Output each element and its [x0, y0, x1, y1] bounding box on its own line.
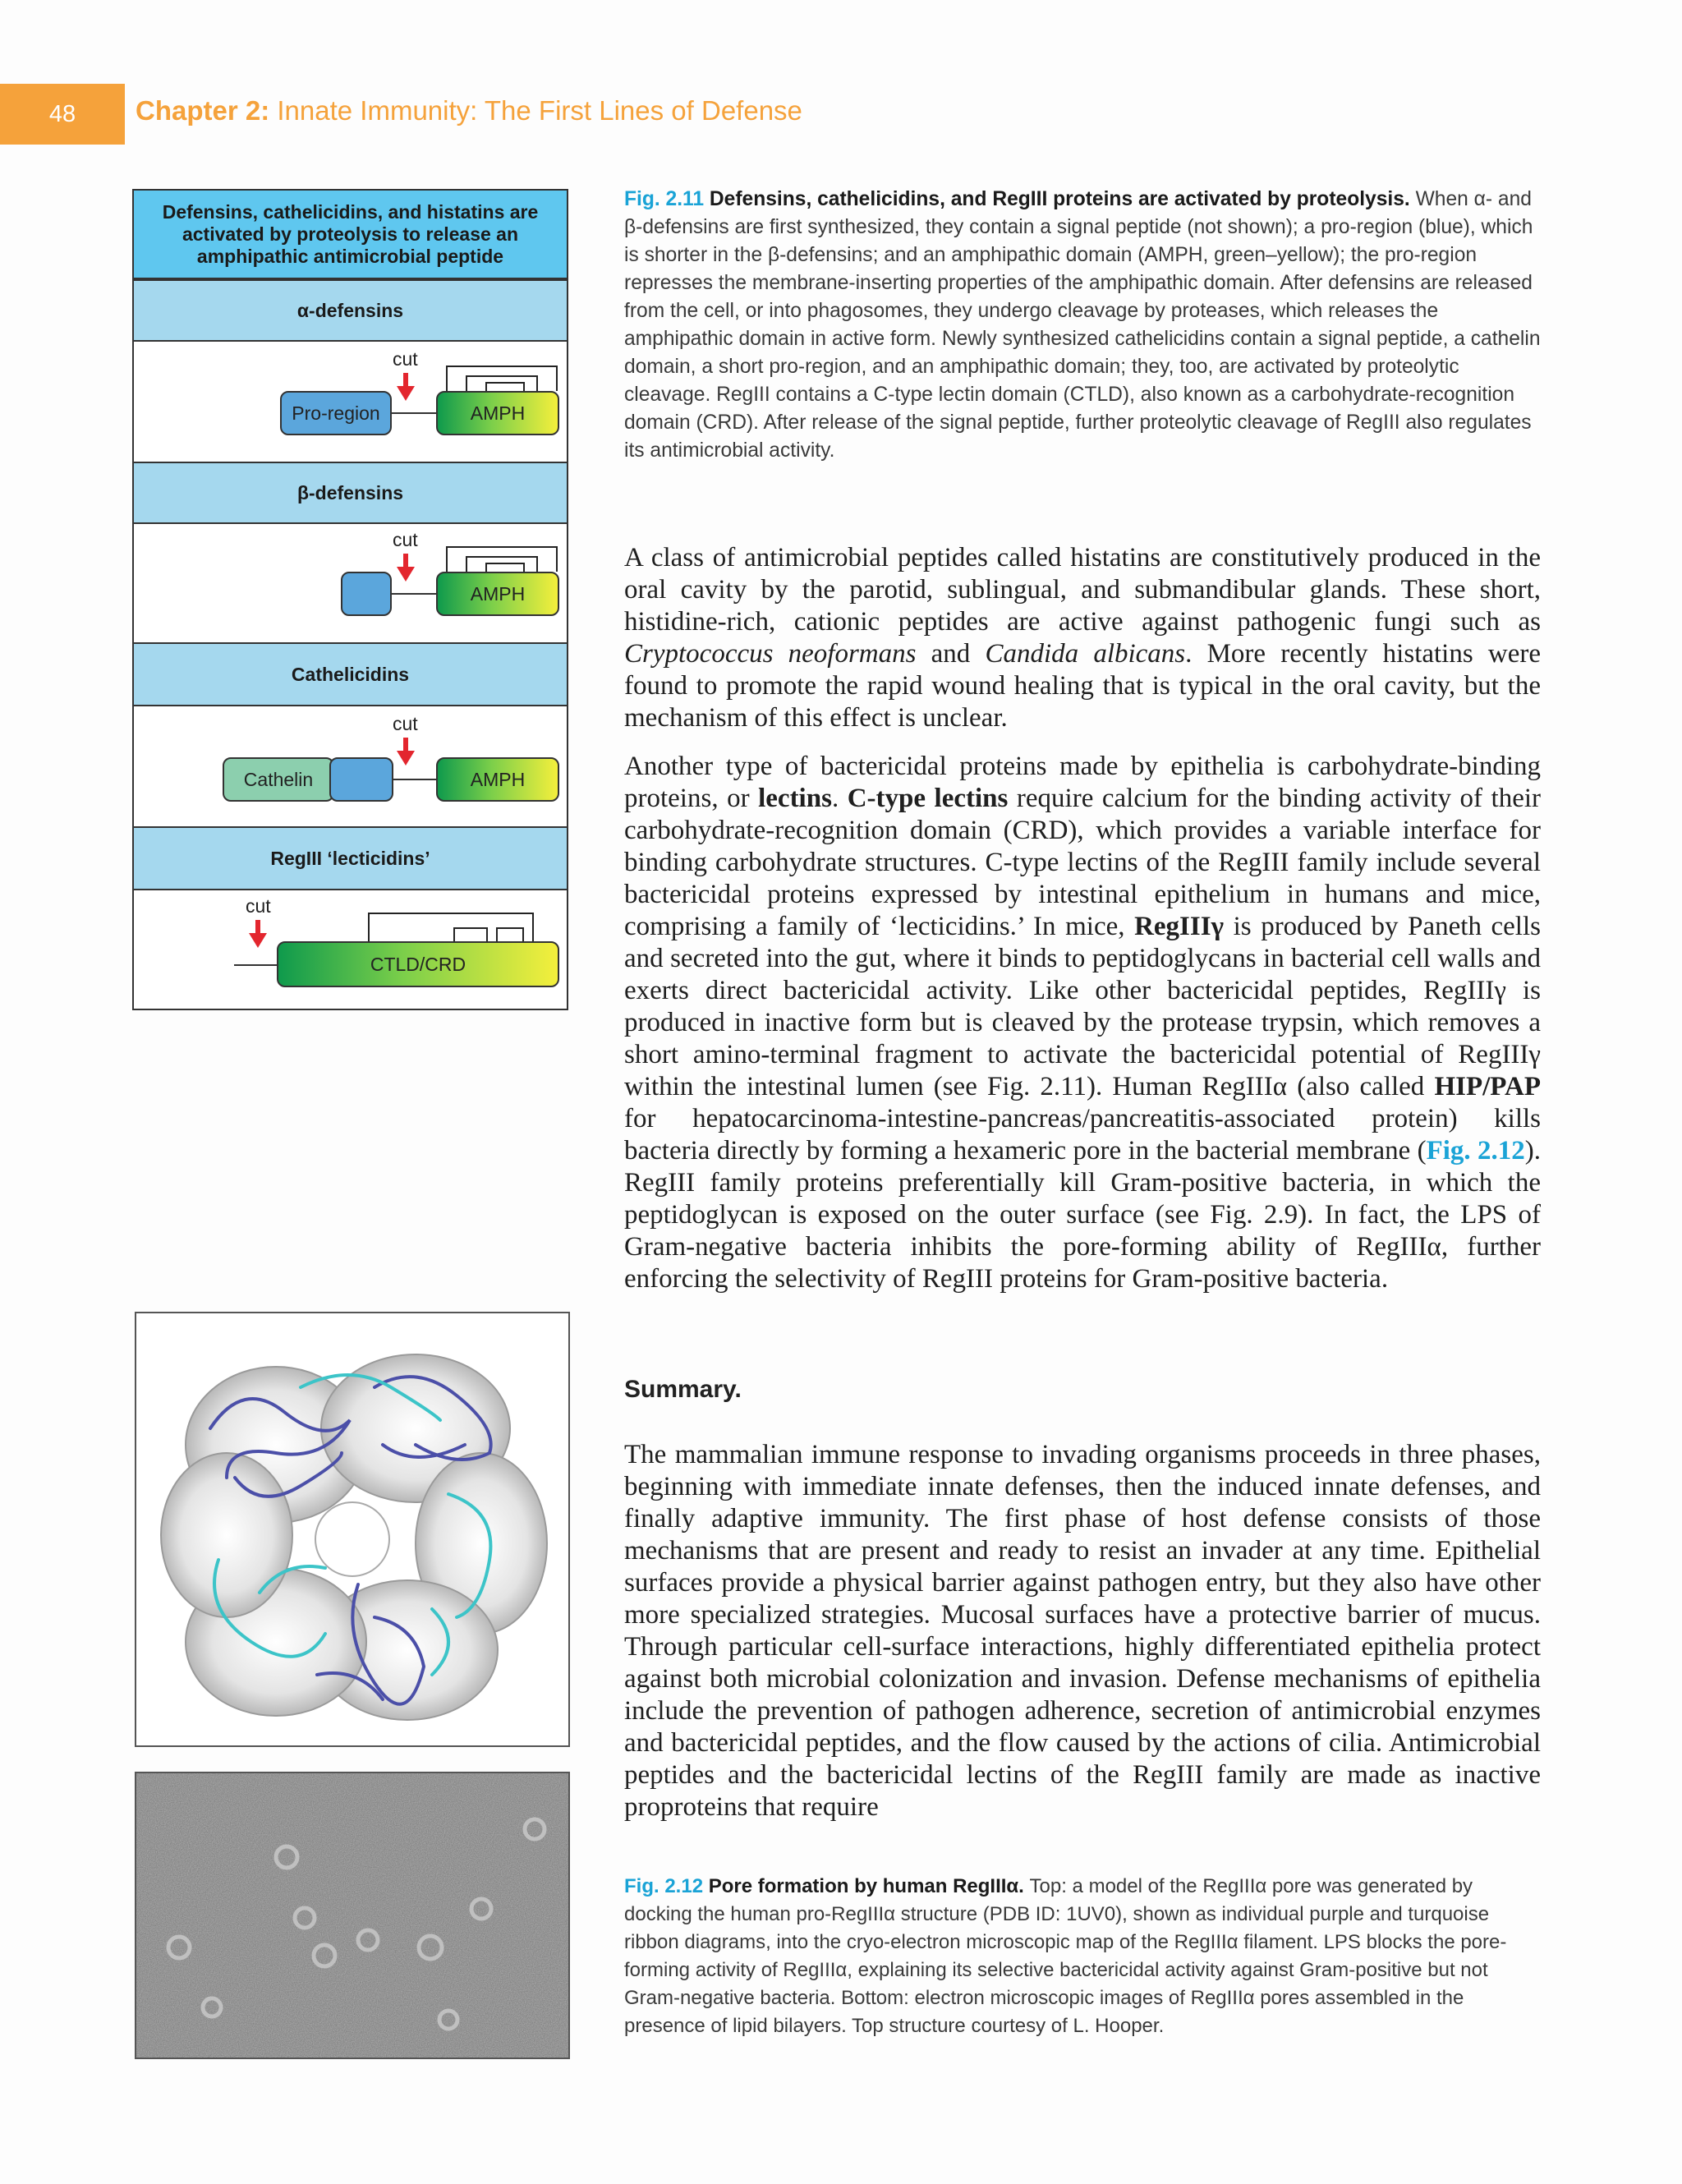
linker-line — [392, 412, 436, 414]
beta-defensins-title: β-defensins — [134, 462, 567, 524]
key-term: lectins — [758, 784, 832, 813]
alpha-defensins-title: α-defensins — [134, 279, 567, 342]
chapter-label: Chapter 2: — [136, 95, 270, 126]
pro-region-box — [329, 757, 393, 802]
page-number-text: 48 — [48, 100, 76, 127]
figure-link[interactable]: Fig. 2.12 — [1426, 1136, 1525, 1166]
paragraph-summary: The mammalian immune response to invading organisms proceeds in three phases, beginning with immediate innate defenses, then the induced innate defenses, and finally adaptive immunity. The first phase of host defense consists of those mechanisms that are present and ready to resist an invader at any time. Epithelial surfaces provide a physical barrier against pathogen entry, but they also have other more specialized strategies. Mucosal surfaces have a protective barrier of mucus. Through particular cell-surface interactions, highly differentiated epithelia protect against both microbial colonization and invasion. Defense mechanisms of epithelia include the prevention of pathogen adherence, secretion of antimicrobial enzymes and bactericidal peptides, and the flow caused by the actions of cilia. Antimicrobial peptides and the bactericidal lectins of the RegIII family are made as inactive proproteins that require — [624, 1440, 1541, 1822]
ribbon-structure-image — [135, 1312, 570, 1747]
regiii-title: RegIII ‘lecticidins’ — [134, 826, 567, 890]
amph-domain-box: AMPH — [436, 391, 559, 435]
figure-2-12-caption — [624, 1873, 1546, 2040]
regiii-panel — [134, 890, 567, 1010]
cathelicidins-panel — [134, 706, 567, 826]
text-run: . More recently histatins were found to promote the rapid wound healing that is typical in the oral cavity, but the mechanism of this effect is unclear. — [624, 639, 1541, 733]
species-name: Cryptococcus neoformans — [624, 639, 917, 669]
cut-label: cut — [393, 713, 418, 734]
ctld-crd-box: CTLD/CRD — [277, 941, 559, 987]
page-number — [0, 84, 125, 145]
leader-line — [234, 964, 277, 966]
text-run: ). RegIII family proteins preferentially kill Gram-positive bacteria, in which the peptidoglycan is exposed on the outer surface (see Fig. 2.9). In fact, the LPS of Gram-negative bacteria inhibits the pore-forming ability of RegIIIα, further enforcing the selectivity of RegIII proteins for Gram-positive bacteria. — [624, 1136, 1541, 1294]
text-run: require calcium for the binding activity of their carbohydrate-recognition domain (CRD), which provides a variable interface for binding carbohydrate structures. C-type lectins of the RegIII family include several bactericidal proteins expressed by intestinal epithelium in humans and mice, comprising a family of ‘lecticidins.’ In mice, — [624, 784, 1542, 941]
text-run: and — [916, 639, 986, 669]
species-name: Candida albicans — [985, 639, 1186, 669]
cut-arrow-icon — [397, 738, 415, 766]
chapter-header — [136, 95, 802, 126]
cut-label: cut — [246, 895, 271, 917]
caption-text: Top: a model of the RegIIIα pore was generated by docking the human pro-RegIIIα structure (PDB ID: 1UV0), shown as individual purple and turquoise ribbon diagrams, into the cryo-electron microscopic map of the RegIIIα filament. LPS blocks the pore-forming activity of RegIIIα, explaining its selective bactericidal activity against Gram-positive but not Gram-negative bacteria. Bottom: electron microscopic images of RegIIIα pores assembled in the presence of lipid bilayers. Top structure courtesy of L. Hooper. — [624, 1875, 1507, 2037]
cut-arrow-icon — [397, 373, 415, 401]
diagram-heading: Defensins, cathelicidins, and histatins are activated by proteolysis to release an amphipathic antimicrobial peptide — [134, 191, 567, 279]
chapter-title: Innate Immunity: The First Lines of Defense — [277, 95, 802, 126]
pro-region-box — [341, 572, 392, 616]
linker-line — [393, 779, 436, 780]
text-run: . — [831, 784, 848, 813]
key-term: C-type lectins — [847, 784, 1009, 813]
text-run: A class of antimicrobial peptides called histatins are constitutively produced in the oral cavity by the parotid, sublingual, and submandibular glands. These short, histidine-rich, cationic peptides are active against pathogenic fungi such as — [624, 543, 1541, 637]
figure-2-11-caption — [624, 186, 1544, 465]
figure-number: Fig. 2.12 — [624, 1875, 704, 1897]
pro-region-box: Pro-region — [280, 391, 392, 435]
key-term: RegIIIγ — [1134, 912, 1225, 941]
cathelicidins-title: Cathelicidins — [134, 642, 567, 706]
key-term: HIP/PAP — [1434, 1072, 1541, 1101]
summary-heading: Summary. — [624, 1376, 742, 1403]
text-run: Another type of bactericidal proteins made by epithelia is carbohydrate-binding proteins, or — [624, 752, 1541, 813]
cut-label: cut — [393, 348, 418, 370]
paragraph-lectins — [624, 751, 1541, 1295]
disulfide-bonds-icon — [442, 539, 565, 572]
figure-number: Fig. 2.11 — [624, 188, 705, 210]
text-run: for hepatocarcinoma-intestine-pancreas/pancreatitis-associated protein) kills bacteria directly by forming a hexameric pore in the bacterial membrane ( — [624, 1104, 1541, 1166]
text-run: is produced by Paneth cells and secreted into the gut, where it binds to peptidoglycans in bacterial cell walls and exerts direct bactericidal activity. Like other bactericidal peptides, RegIIIγ is produced in inactive form but is cleaved by the protease trypsin, which removes a short amino-terminal fragment to activate the bactericidal potential of RegIIIγ within the intestinal lumen (see Fig. 2.11). Human RegIIIα (also called — [624, 912, 1541, 1101]
amph-domain-box: AMPH — [436, 757, 559, 802]
electron-micrograph-image — [135, 1772, 570, 2059]
cut-label: cut — [393, 529, 418, 550]
disulfide-bonds-icon — [442, 358, 565, 391]
figure-title: Defensins, cathelicidins, and RegIII proteins are activated by proteolysis. — [709, 188, 1410, 210]
linker-line — [392, 593, 436, 595]
figure-title: Pore formation by human RegIIIα. — [708, 1875, 1024, 1897]
figure-2-11-diagram — [132, 189, 568, 1010]
cut-arrow-icon — [397, 554, 415, 582]
cut-arrow-icon — [249, 920, 267, 948]
caption-text: When α- and β-defensins are first synthesized, they contain a signal peptide (not shown); a pro-region (blue), which is shorter in the β-defensins; and an amphipathic domain (AMPH, green–yellow); the pro-region represses the membrane-inserting properties of the amphipathic domain. After defensins are released from the cell, or into phagosomes, they undergo cleavage by proteases, which releases the amphipathic domain in active form. Newly synthesized cathelicidins contain a signal peptide, a cathelin domain, a short pro-region, and an amphipathic domain; they, too, are activated by proteolytic cleavage. RegIII contains a C-type lectin domain (CTLD), also known as a carbohydrate-recognition domain (CRD). After release of the signal peptide, further proteolytic cleavage of RegIII also regulates its antimicrobial activity. — [624, 188, 1541, 462]
micrograph-illustration — [136, 1773, 568, 2058]
beta-defensins-panel — [134, 524, 567, 642]
disulfide-bonds-icon — [364, 905, 545, 943]
alpha-defensins-panel — [134, 342, 567, 462]
paragraph-histatins — [624, 542, 1541, 734]
pore-structure-illustration — [136, 1313, 568, 1745]
amph-domain-box: AMPH — [436, 572, 559, 616]
cathelin-box: Cathelin — [223, 757, 334, 802]
